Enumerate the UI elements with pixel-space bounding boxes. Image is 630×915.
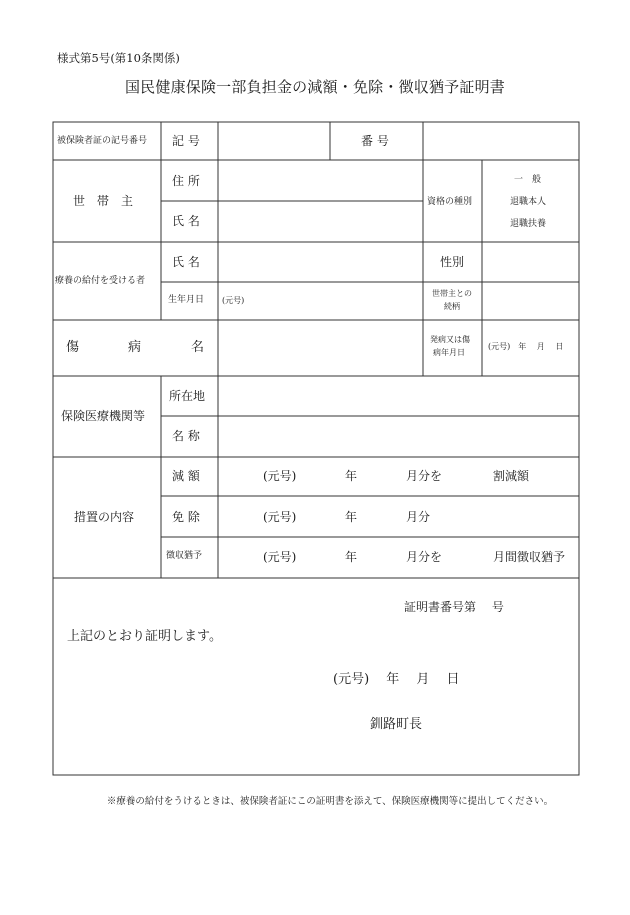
birthdate-era: (元号)	[222, 296, 245, 305]
certification-statement: 上記のとおり証明します。	[67, 629, 222, 644]
disease-label-char2: 病	[128, 340, 142, 355]
medical-institution-label: 保険医療機関等	[61, 409, 146, 423]
institution-location-field[interactable]	[219, 377, 578, 415]
householder-address-label: 住 所	[172, 174, 200, 188]
householder-name-label: 氏 名	[172, 214, 200, 228]
recipient-name-field[interactable]	[219, 243, 422, 281]
deferral-era: (元号)	[263, 550, 297, 564]
form-number: 様式第5号(第10条関係)	[57, 51, 180, 65]
reduction-year: 年	[345, 469, 358, 483]
disease-label-char3: 名	[191, 340, 205, 355]
onset-date[interactable]: (元号) 年 月 日	[488, 342, 564, 351]
qualification-option-retired-dependent[interactable]: 退職扶養	[510, 219, 547, 229]
reduction-era: (元号)	[263, 469, 297, 483]
reduction-month: 月分を	[406, 469, 443, 483]
relation-field[interactable]	[483, 283, 578, 319]
institution-name-label: 名 称	[172, 429, 200, 443]
gender-label: 性別	[440, 255, 465, 269]
onset-label-line2: 病年月日	[433, 348, 465, 357]
qualification-option-retired-self[interactable]: 退職本人	[510, 197, 547, 207]
recipient-label: 療養の給付を受ける者	[55, 276, 146, 286]
exemption-month: 月分	[406, 510, 431, 524]
symbol-label: 記 号	[172, 134, 200, 148]
deferral-suffix: 月間徴収猶予	[493, 550, 566, 564]
birthdate-label: 生年月日	[168, 295, 205, 305]
reduction-suffix: 割減額	[493, 469, 530, 483]
certificate-number: 証明書番号第 号	[404, 600, 504, 614]
footnote: ※療養の給付をうけるときは、被保険者証にこの証明書を添えて、保険医療機関等に提出してください。	[106, 796, 554, 807]
exemption-year: 年	[345, 510, 358, 524]
disease-label-char1: 傷	[66, 340, 80, 355]
householder-name-field[interactable]	[219, 202, 422, 241]
institution-name-field[interactable]	[219, 417, 578, 456]
recipient-name-label: 氏 名	[172, 255, 200, 269]
institution-location-label: 所在地	[169, 389, 206, 403]
gender-field[interactable]	[483, 243, 578, 281]
birthdate-field[interactable]	[219, 283, 422, 319]
certification-date: (元号) 年 月 日	[333, 672, 460, 687]
onset-label-line1: 発病又は傷	[430, 335, 470, 344]
deferral-label: 徴収猶予	[166, 551, 203, 561]
document-title: 国民健康保険一部負担金の減額・免除・徴収猶予証明書	[124, 78, 505, 96]
relation-label-line1: 世帯主との	[432, 289, 472, 298]
measures-label: 措置の内容	[74, 510, 135, 524]
symbol-field[interactable]	[219, 123, 329, 159]
reduction-label: 減 額	[172, 469, 200, 483]
qualification-label: 資格の種別	[427, 197, 473, 207]
number-label: 番 号	[361, 134, 389, 148]
issuer-name: 釧路町長	[370, 717, 423, 732]
disease-name-field[interactable]	[219, 321, 422, 375]
relation-label-line2: 続柄	[444, 302, 460, 311]
qualification-option-general[interactable]: 一 般	[514, 175, 542, 185]
deferral-month: 月分を	[406, 550, 443, 564]
householder-label: 世 帯 主	[73, 194, 134, 208]
exemption-label: 免 除	[172, 510, 200, 524]
insurance-card-label: 被保険者証の記号番号	[57, 136, 148, 146]
number-field[interactable]	[424, 123, 578, 159]
exemption-era: (元号)	[263, 510, 297, 524]
deferral-year: 年	[345, 550, 358, 564]
householder-address-field[interactable]	[219, 161, 422, 200]
